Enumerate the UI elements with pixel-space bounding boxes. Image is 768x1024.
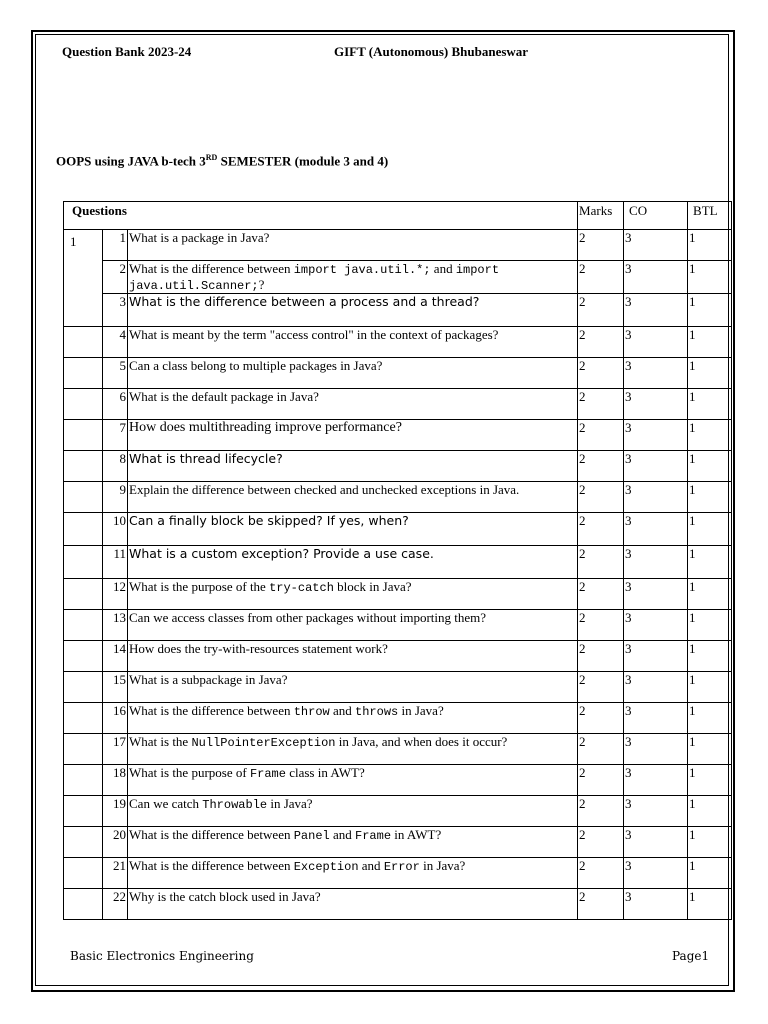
question-text xyxy=(128,420,578,451)
marks-cell: 2 xyxy=(578,420,624,451)
table-row xyxy=(64,703,732,734)
question-number: 10 xyxy=(103,513,128,546)
question-text xyxy=(128,546,578,579)
marks-cell: 2 xyxy=(578,734,624,765)
btl-cell: 1 xyxy=(688,672,732,703)
question-text xyxy=(128,703,578,734)
table-row xyxy=(64,389,732,420)
marks-cell: 2 xyxy=(578,858,624,889)
group-cell-empty xyxy=(64,482,103,513)
co-cell: 3 xyxy=(624,451,688,482)
question-number: 11 xyxy=(103,546,128,579)
question-number: 21 xyxy=(103,858,128,889)
group-cell-empty xyxy=(64,796,103,827)
text-fragment: What is a package in Java? xyxy=(129,230,270,245)
question-text xyxy=(128,610,578,641)
group-cell-empty xyxy=(64,579,103,610)
marks-cell: 2 xyxy=(578,358,624,389)
text-fragment: in Java? xyxy=(398,703,444,718)
subject-suffix: SEMESTER (module 3 and 4) xyxy=(217,153,389,169)
question-table-body xyxy=(64,230,732,920)
marks-cell: 2 xyxy=(578,579,624,610)
btl-cell: 1 xyxy=(688,358,732,389)
code-fragment: import java.util.*; xyxy=(293,263,431,277)
btl-cell: 1 xyxy=(688,389,732,420)
text-fragment: How does the try-with-resources statement work? xyxy=(129,641,388,656)
text-fragment: What is the difference between xyxy=(129,261,294,276)
question-number: 4 xyxy=(103,327,128,358)
marks-cell: 2 xyxy=(578,261,624,294)
co-cell: 3 xyxy=(624,389,688,420)
co-cell: 3 xyxy=(624,546,688,579)
marks-cell: 2 xyxy=(578,482,624,513)
question-number: 14 xyxy=(103,641,128,672)
question-number: 3 xyxy=(103,294,128,327)
marks-cell: 2 xyxy=(578,703,624,734)
btl-cell: 1 xyxy=(688,858,732,889)
question-text xyxy=(128,482,578,513)
text-fragment: in Java? xyxy=(267,796,313,811)
btl-cell: 1 xyxy=(688,827,732,858)
text-fragment: What is the difference between xyxy=(129,858,294,873)
btl-cell: 1 xyxy=(688,230,732,261)
group-cell-empty xyxy=(64,765,103,796)
table-row xyxy=(64,734,732,765)
co-cell: 3 xyxy=(624,889,688,920)
question-number: 5 xyxy=(103,358,128,389)
btl-cell: 1 xyxy=(688,889,732,920)
marks-cell: 2 xyxy=(578,889,624,920)
code-fragment: throw xyxy=(293,705,330,719)
marks-cell: 2 xyxy=(578,546,624,579)
co-cell: 3 xyxy=(624,765,688,796)
text-fragment: in Java? xyxy=(419,858,466,873)
text-fragment: and xyxy=(329,827,356,842)
code-fragment: Frame xyxy=(355,829,392,843)
question-number: 1 xyxy=(103,230,128,261)
text-fragment: in Java, and when does it occur? xyxy=(335,734,508,749)
co-cell: 3 xyxy=(624,858,688,889)
code-fragment: throws xyxy=(355,705,399,719)
btl-cell: 1 xyxy=(688,641,732,672)
table-row xyxy=(64,482,732,513)
co-cell: 3 xyxy=(624,796,688,827)
group-cell-empty xyxy=(64,703,103,734)
marks-cell: 2 xyxy=(578,327,624,358)
question-text xyxy=(128,451,578,482)
question-text xyxy=(128,796,578,827)
btl-cell: 1 xyxy=(688,513,732,546)
group-cell-empty xyxy=(64,389,103,420)
table-row xyxy=(64,858,732,889)
code-fragment: try-catch xyxy=(269,581,334,595)
co-cell: 3 xyxy=(624,579,688,610)
question-number: 19 xyxy=(103,796,128,827)
question-text xyxy=(128,294,578,327)
table-row xyxy=(64,672,732,703)
co-cell: 3 xyxy=(624,734,688,765)
co-cell: 3 xyxy=(624,230,688,261)
code-fragment: Error xyxy=(383,860,420,874)
header-marks: Marks xyxy=(578,202,624,230)
co-cell: 3 xyxy=(624,482,688,513)
table-row xyxy=(64,641,732,672)
text-fragment: What is the difference between xyxy=(129,827,294,842)
question-text xyxy=(128,734,578,765)
text-fragment: How does multithreading improve performance? xyxy=(129,420,402,435)
text-fragment: block in Java? xyxy=(333,579,412,594)
co-cell: 3 xyxy=(624,641,688,672)
code-fragment: Exception xyxy=(293,860,359,874)
question-text xyxy=(128,765,578,796)
question-number: 15 xyxy=(103,672,128,703)
marks-cell: 2 xyxy=(578,230,624,261)
text-fragment: Can we access classes from other packages without importing them? xyxy=(129,610,487,625)
question-number: 12 xyxy=(103,579,128,610)
text-fragment: What is the difference between a process and a thread? xyxy=(129,294,480,309)
question-table xyxy=(63,201,732,920)
question-group-number: 1 xyxy=(64,230,103,327)
footer-page-number: Page1 xyxy=(672,949,710,963)
text-fragment: What is meant by the term "access control" in the context of packages? xyxy=(129,327,499,342)
text-fragment: in AWT? xyxy=(391,827,442,842)
marks-cell: 2 xyxy=(578,389,624,420)
marks-cell: 2 xyxy=(578,610,624,641)
table-row xyxy=(64,579,732,610)
group-cell-empty xyxy=(64,889,103,920)
question-text xyxy=(128,641,578,672)
header-co: CO xyxy=(624,202,688,230)
btl-cell: 1 xyxy=(688,765,732,796)
table-header-row xyxy=(64,202,732,230)
text-fragment: and xyxy=(430,261,456,276)
header-btl: BTL xyxy=(688,202,732,230)
question-text xyxy=(128,827,578,858)
question-number: 16 xyxy=(103,703,128,734)
btl-cell: 1 xyxy=(688,420,732,451)
table-row xyxy=(64,610,732,641)
table-row xyxy=(64,513,732,546)
group-cell-empty xyxy=(64,451,103,482)
table-row xyxy=(64,230,732,261)
group-cell-empty xyxy=(64,513,103,546)
group-cell-empty xyxy=(64,610,103,641)
question-number: 6 xyxy=(103,389,128,420)
question-text xyxy=(128,261,578,294)
text-fragment: Can a class belong to multiple packages in Java? xyxy=(129,358,383,373)
text-fragment: What is a subpackage in Java? xyxy=(129,672,288,687)
text-fragment: What is the default package in Java? xyxy=(129,389,319,404)
question-number: 8 xyxy=(103,451,128,482)
marks-cell: 2 xyxy=(578,796,624,827)
text-fragment: Explain the difference between checked and unchecked exceptions in Java. xyxy=(129,482,520,497)
btl-cell: 1 xyxy=(688,261,732,294)
question-number: 2 xyxy=(103,261,128,294)
co-cell: 3 xyxy=(624,513,688,546)
btl-cell: 1 xyxy=(688,703,732,734)
marks-cell: 2 xyxy=(578,513,624,546)
code-fragment: Throwable xyxy=(202,798,268,812)
header-institution: GIFT (Autonomous) Bhubaneswar xyxy=(334,44,529,59)
text-fragment: What is a custom exception? Provide a use case. xyxy=(129,546,434,561)
table-row xyxy=(64,327,732,358)
text-fragment: What is thread lifecycle? xyxy=(129,451,283,466)
subject-superscript: RD xyxy=(205,153,218,162)
text-fragment: class in AWT? xyxy=(285,765,365,780)
question-number: 9 xyxy=(103,482,128,513)
table-row xyxy=(64,889,732,920)
btl-cell: 1 xyxy=(688,610,732,641)
btl-cell: 1 xyxy=(688,546,732,579)
question-text xyxy=(128,230,578,261)
group-cell-empty xyxy=(64,827,103,858)
question-text xyxy=(128,579,578,610)
question-number: 18 xyxy=(103,765,128,796)
text-fragment: What is the purpose of the xyxy=(129,579,270,594)
table-row xyxy=(64,294,732,327)
code-fragment: NullPointerException xyxy=(191,736,336,750)
co-cell: 3 xyxy=(624,327,688,358)
table-row xyxy=(64,420,732,451)
group-cell-empty xyxy=(64,734,103,765)
subject-prefix: OOPS using JAVA b-tech 3 xyxy=(56,153,206,169)
co-cell: 3 xyxy=(624,294,688,327)
group-cell-empty xyxy=(64,327,103,358)
code-fragment: Panel xyxy=(293,829,330,843)
question-text xyxy=(128,513,578,546)
co-cell: 3 xyxy=(624,261,688,294)
question-text xyxy=(128,672,578,703)
btl-cell: 1 xyxy=(688,482,732,513)
text-fragment: What is the xyxy=(129,734,192,749)
text-fragment: Can we catch xyxy=(129,796,203,811)
marks-cell: 2 xyxy=(578,294,624,327)
code-fragment: import java.util.Scanner; xyxy=(129,263,500,293)
co-cell: 3 xyxy=(624,420,688,451)
question-number: 7 xyxy=(103,420,128,451)
co-cell: 3 xyxy=(624,672,688,703)
btl-cell: 1 xyxy=(688,451,732,482)
table-row xyxy=(64,796,732,827)
co-cell: 3 xyxy=(624,358,688,389)
text-fragment: What is the difference between xyxy=(129,703,294,718)
text-fragment: Why is the catch block used in Java? xyxy=(129,889,321,904)
marks-cell: 2 xyxy=(578,765,624,796)
btl-cell: 1 xyxy=(688,734,732,765)
marks-cell: 2 xyxy=(578,641,624,672)
table-row xyxy=(64,546,732,579)
btl-cell: 1 xyxy=(688,796,732,827)
table-row xyxy=(64,261,732,294)
question-text xyxy=(128,889,578,920)
question-text xyxy=(128,327,578,358)
co-cell: 3 xyxy=(624,827,688,858)
question-number: 20 xyxy=(103,827,128,858)
text-fragment: Can a finally block be skipped? If yes, when? xyxy=(129,513,409,528)
group-cell-empty xyxy=(64,358,103,389)
co-cell: 3 xyxy=(624,703,688,734)
marks-cell: 2 xyxy=(578,827,624,858)
text-fragment: and xyxy=(358,858,384,873)
btl-cell: 1 xyxy=(688,327,732,358)
co-cell: 3 xyxy=(624,610,688,641)
text-fragment: and xyxy=(329,703,356,718)
footer-course: Basic Electronics Engineering xyxy=(70,949,254,963)
question-number: 13 xyxy=(103,610,128,641)
marks-cell: 2 xyxy=(578,672,624,703)
group-cell-empty xyxy=(64,858,103,889)
text-fragment: What is the purpose of xyxy=(129,765,250,780)
header-questions: Questions xyxy=(64,202,578,230)
btl-cell: 1 xyxy=(688,294,732,327)
subject-title xyxy=(56,153,388,169)
header-left: Question Bank 2023-24 xyxy=(62,44,192,59)
group-cell-empty xyxy=(64,546,103,579)
table-row xyxy=(64,827,732,858)
group-cell-empty xyxy=(64,641,103,672)
question-number: 22 xyxy=(103,889,128,920)
group-cell-empty xyxy=(64,672,103,703)
group-cell-empty xyxy=(64,420,103,451)
question-text xyxy=(128,389,578,420)
table-row xyxy=(64,358,732,389)
question-number: 17 xyxy=(103,734,128,765)
table-row xyxy=(64,765,732,796)
question-text xyxy=(128,858,578,889)
table-row xyxy=(64,451,732,482)
marks-cell: 2 xyxy=(578,451,624,482)
text-fragment: ? xyxy=(258,277,265,292)
question-text xyxy=(128,358,578,389)
btl-cell: 1 xyxy=(688,579,732,610)
code-fragment: Frame xyxy=(249,767,286,781)
